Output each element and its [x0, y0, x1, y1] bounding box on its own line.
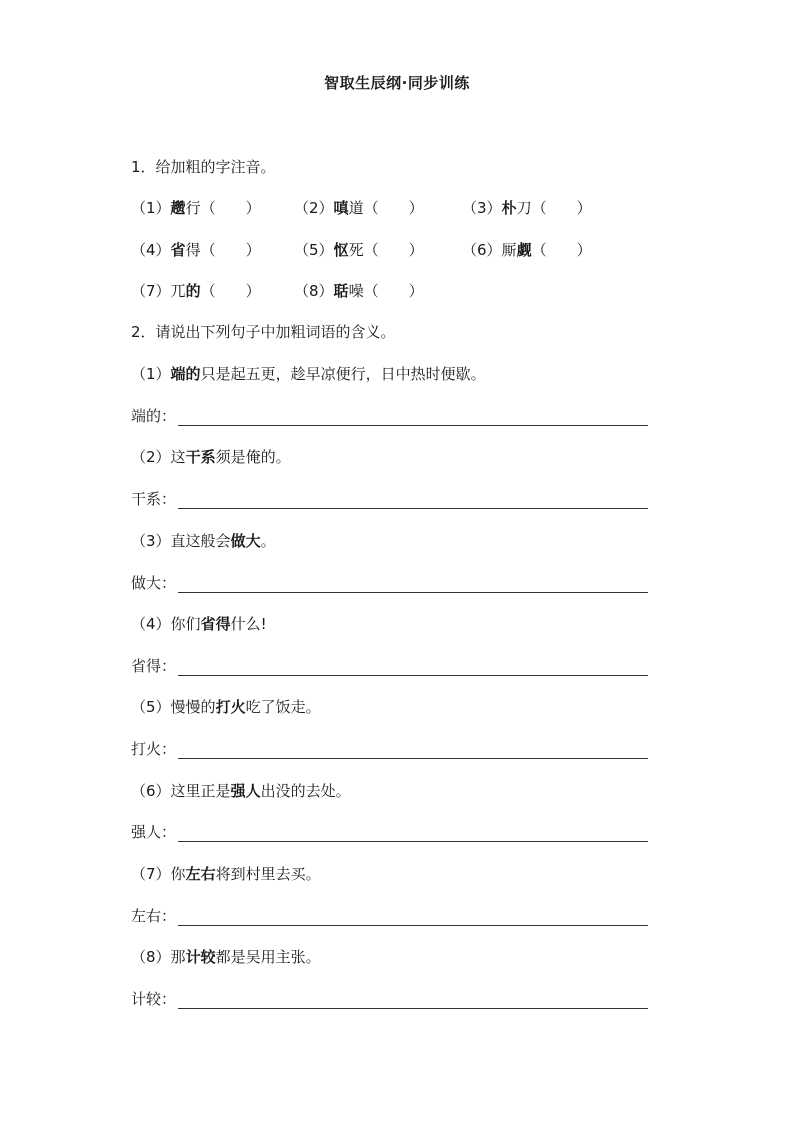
q2-sentence-1: （1）端的只是起五更，趁早凉便行，日中热时便歇。: [131, 365, 486, 383]
q2-answer-6[interactable]: 强人：: [131, 822, 648, 842]
q2-answer-1[interactable]: 端的：: [131, 406, 648, 426]
q1-item-3: （3）朴刀（ ）: [462, 199, 592, 217]
q2-answer-4[interactable]: 省得：: [131, 656, 648, 676]
q2-sentence-7: （7）你左右将到村里去买。: [131, 865, 321, 883]
q1-item-1: （1）趱行（ ）: [131, 199, 261, 217]
q1-item-8: （8）聒噪（ ）: [294, 282, 424, 300]
q2-sentence-4: （4）你们省得什么!: [131, 615, 267, 633]
question-1-prompt: 1．给加粗的字注音。: [131, 158, 276, 176]
answer-blank[interactable]: [178, 743, 648, 759]
q1-item-6: （6）厮觑（ ）: [462, 241, 592, 259]
q1-item-5: （5）怄死（ ）: [294, 241, 424, 259]
q2-sentence-6: （6）这里正是强人出没的去处。: [131, 782, 351, 800]
q1-row-1: [131, 198, 651, 218]
q2-answer-5[interactable]: 打火：: [131, 739, 648, 759]
answer-blank[interactable]: [178, 410, 648, 426]
q2-sentence-3: （3）直这般会做大。: [131, 532, 276, 550]
answer-blank[interactable]: [178, 826, 648, 842]
q2-sentence-2: （2）这干系须是俺的。: [131, 448, 291, 466]
q2-sentence-8: （8）那计较都是吴用主张。: [131, 948, 321, 966]
answer-blank[interactable]: [178, 493, 648, 509]
answer-blank[interactable]: [178, 577, 648, 593]
answer-blank[interactable]: [178, 910, 648, 926]
q2-answer-3[interactable]: 做大：: [131, 573, 648, 593]
q2-answer-7[interactable]: 左右：: [131, 906, 648, 926]
answer-blank[interactable]: [178, 660, 648, 676]
q2-answer-8[interactable]: 计较：: [131, 989, 648, 1009]
page-title: 智取生辰纲·同步训练: [324, 74, 470, 92]
q1-row-3: [131, 281, 651, 301]
q1-item-4: （4）省得（ ）: [131, 241, 261, 259]
q2-answer-2[interactable]: 干系：: [131, 489, 648, 509]
question-2-prompt: 2．请说出下列句子中加粗词语的含义。: [131, 323, 396, 341]
q2-sentence-5: （5）慢慢的打火吃了饭走。: [131, 698, 321, 716]
answer-blank[interactable]: [178, 993, 648, 1009]
q1-item-2: （2）嗔道（ ）: [294, 199, 424, 217]
q1-row-2: [131, 240, 651, 260]
q1-item-7: （7）兀的（ ）: [131, 282, 261, 300]
